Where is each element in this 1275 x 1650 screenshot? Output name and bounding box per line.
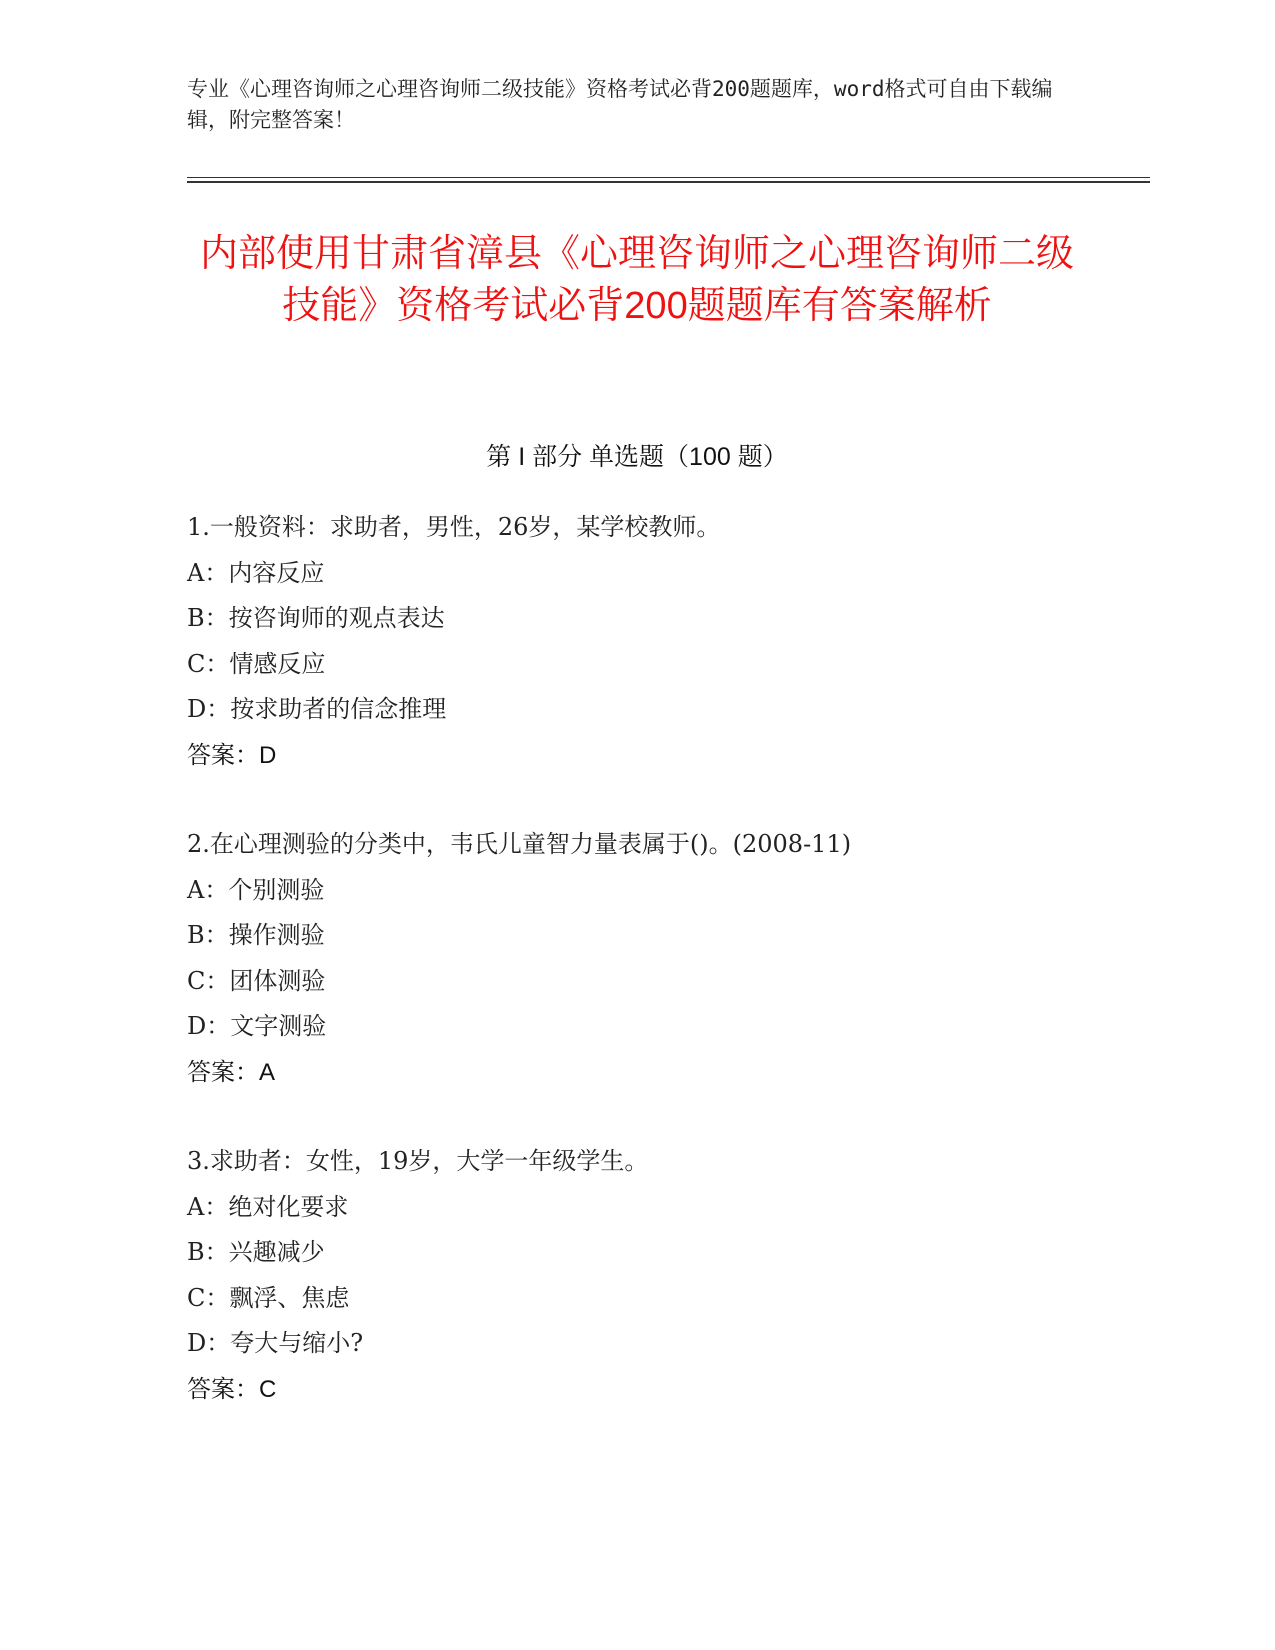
- header-divider-thick: [187, 181, 1150, 183]
- question-stem: 3.求助者：女性，19岁，大学一年级学生。: [187, 1147, 649, 1175]
- question-block-2: [187, 822, 1150, 1095]
- answer-line: 答案：A: [187, 1058, 276, 1086]
- option-a: A：个别测验: [187, 875, 325, 904]
- option-c: C：飘浮、焦虑: [187, 1283, 350, 1312]
- option-a: A：内容反应: [187, 558, 325, 587]
- header-divider-thin: [187, 177, 1150, 178]
- option-d: D：按求助者的信念推理: [187, 695, 447, 723]
- option-a: A：绝对化要求: [187, 1192, 349, 1221]
- intro-text: 专业《心理咨询师之心理咨询师二级技能》资格考试必背200题题库，word格式可自由下载编辑，附完整答案！: [187, 77, 1053, 132]
- answer-line: 答案：D: [187, 741, 277, 769]
- option-d: D：文字测验: [187, 1012, 327, 1040]
- question-stem: 2.在心理测验的分类中，韦氏儿童智力量表属于()。(2008-11): [187, 830, 852, 858]
- option-c: C：团体测验: [187, 966, 326, 995]
- answer-line: 答案：C: [187, 1375, 277, 1403]
- option-b: B：操作测验: [187, 921, 325, 949]
- question-block-3: [187, 1139, 1150, 1412]
- option-c: C：情感反应: [187, 649, 326, 678]
- question-stem: 1.一般资料：求助者，男性，26岁，某学校教师。: [187, 513, 721, 541]
- question-block-1: [187, 505, 1150, 778]
- option-d: D：夸大与缩小?: [187, 1329, 364, 1357]
- option-b: B：按咨询师的观点表达: [187, 604, 445, 632]
- section-heading: 第 I 部分 单选题（100 题）: [486, 443, 788, 471]
- document-title: 内部使用甘肃省漳县《心理咨询师之心理咨询师二级技能》资格考试必背200题题库有答案解析: [199, 233, 1074, 327]
- option-b: B：兴趣减少: [187, 1238, 325, 1266]
